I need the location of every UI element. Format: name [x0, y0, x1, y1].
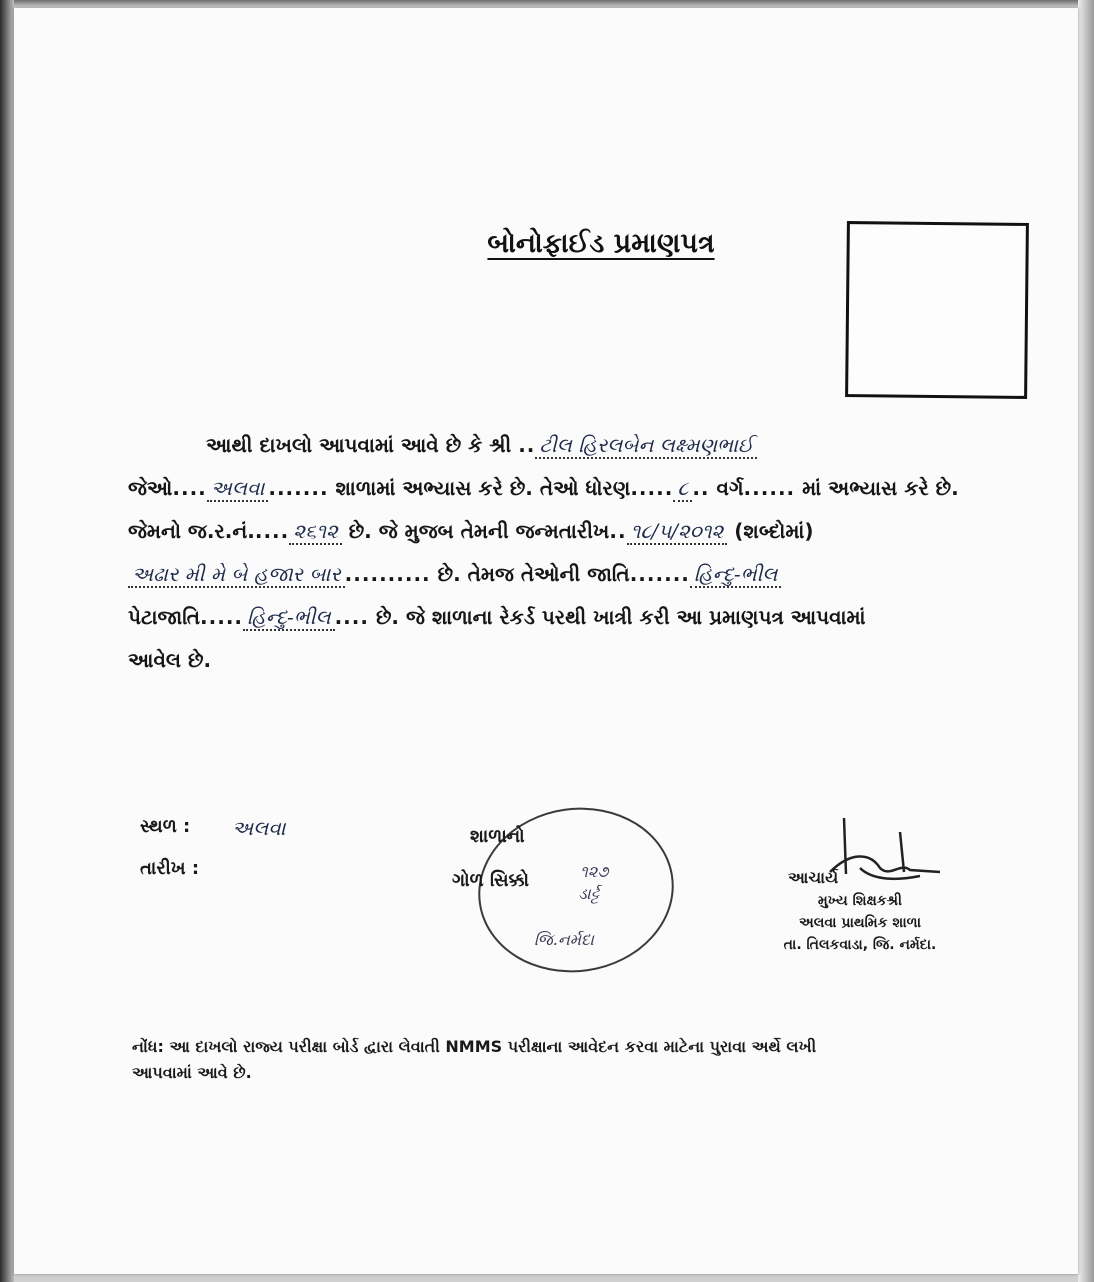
body-l6: આવેલ છે. [128, 648, 212, 672]
body-l5-prefix: પેટાજાતિ [128, 605, 201, 629]
register-number-field: ૨૬૧૨ [289, 519, 341, 545]
subcaste-field: હિન્દુ-ભીલ [243, 605, 335, 631]
seal-ink-district: જિ.નર્મદા [534, 930, 594, 949]
scan-top-edge [0, 0, 1094, 8]
body-l2-prefix: જેઓ [128, 476, 173, 500]
certificate-note [132, 1034, 952, 1086]
place-value: અલવા [232, 816, 286, 840]
place-label: સ્થળ : [140, 816, 191, 837]
body-line-1: આથી દાખલો આપવામાં આવે છે કે શ્રી .. ટીલ હિરલબેન લક્ષ્મણભાઈ [128, 424, 1038, 467]
note-line-1: નોંધ: આ દાખલો રાજ્ય પરીક્ષા બોર્ડ દ્વારા લેવાતી NMMS પરીક્ષાના આવેદન કરવા માટેના પુરાવા અર્થે લખી [132, 1037, 817, 1056]
date-label: તારીખ : [140, 858, 200, 879]
body-line-3: જેમનો જ.ર.નં..... ૨૬૧૨ છે. જે મુજબ તેમની જન્મતારીખ.. ૧૮/૫/૨૦૧૨ (શબ્દોમાં) [128, 519, 814, 543]
body-l2-mid: શાળામાં અભ્યાસ કરે છે. તેઓ ધોરણ [335, 476, 631, 500]
principal-label: આચાર્ય [788, 868, 839, 887]
body-l3-prefix: જેમનો જ.ર.નં. [128, 519, 255, 543]
body-line-2: જેઓ.... અલવા ....... શાળામાં અભ્યાસ કરે છે. તેઓ ધોરણ..... ૮ .. વર્ગ...... માં અભ્યાસ કરે છે. [128, 476, 959, 500]
scan-left-edge [0, 0, 14, 1282]
photo-placeholder-box [845, 221, 1029, 399]
seal-ink-text: ડાર્ટ્ટ [578, 884, 600, 903]
sign-line-1: મુખ્ય શિક્ષકશ્રી [817, 893, 903, 909]
body-l3-suffix: (શબ્દોમાં) [734, 519, 814, 543]
body-line-5: પેટાજાતિ..... હિન્દુ-ભીલ .... છે. જે શાળાના રેકર્ડ પરથી ખાત્રી કરી આ પ્રમાણપત્ર આપવામાં [128, 605, 866, 629]
note-line-2: આપવામાં આવે છે. [132, 1063, 252, 1082]
body-line-4: અઢાર મી મે બે હજાર બાર .......... છે. તેમજ તેઓની જાતિ....... હિન્દુ-ભીલ [128, 553, 1038, 596]
birth-date-words-field: અઢાર મી મે બે હજાર બાર [128, 562, 345, 588]
school-name-field: અલવા [207, 476, 269, 502]
body-l3-mid: છે. જે મુજબ તેમની જન્મતારીખ [348, 519, 610, 543]
body-l2-suffix: માં અભ્યાસ કરે છે. [802, 476, 959, 500]
body-l5-suffix: છે. જે શાળાના રેકર્ડ પરથી ખાત્રી કરી આ પ્રમાણપત્ર આપવામાં [375, 605, 866, 629]
body-l1-prefix: આથી દાખલો આપવામાં આવે છે કે શ્રી [206, 433, 512, 457]
seal-label-line1: શાળાનો [470, 826, 525, 847]
sign-line-2: અલવા પ્રાથમિક શાળા [798, 915, 921, 931]
scan-right-edge [1078, 0, 1094, 1282]
body-l4-mid: છે. તેમજ તેઓની જાતિ [437, 562, 630, 586]
caste-field: હિન્દુ-ભીલ [690, 562, 782, 588]
certificate-title: બોનોફાઈડ પ્રમાણપત્ર [487, 228, 715, 259]
standard-field: ૮ [673, 476, 692, 502]
signatory-designation [760, 890, 960, 956]
birth-date-field: ૧૮/૫/૨૦૧૨ [627, 519, 728, 545]
sign-line-3: તા. તિલકવાડા, જિ. નર્મદા. [783, 937, 937, 953]
seal-label-line2: ગોળ સિક્કો [452, 870, 529, 891]
body-line-6 [128, 639, 1038, 682]
body-l2-mid2: વર્ગ [716, 476, 744, 500]
student-name-field: ટીલ હિરલબેન લક્ષ્મણભાઈ [535, 433, 757, 459]
certificate-body [128, 424, 1038, 682]
seal-ink-number: ૧૨૭ [580, 862, 609, 881]
